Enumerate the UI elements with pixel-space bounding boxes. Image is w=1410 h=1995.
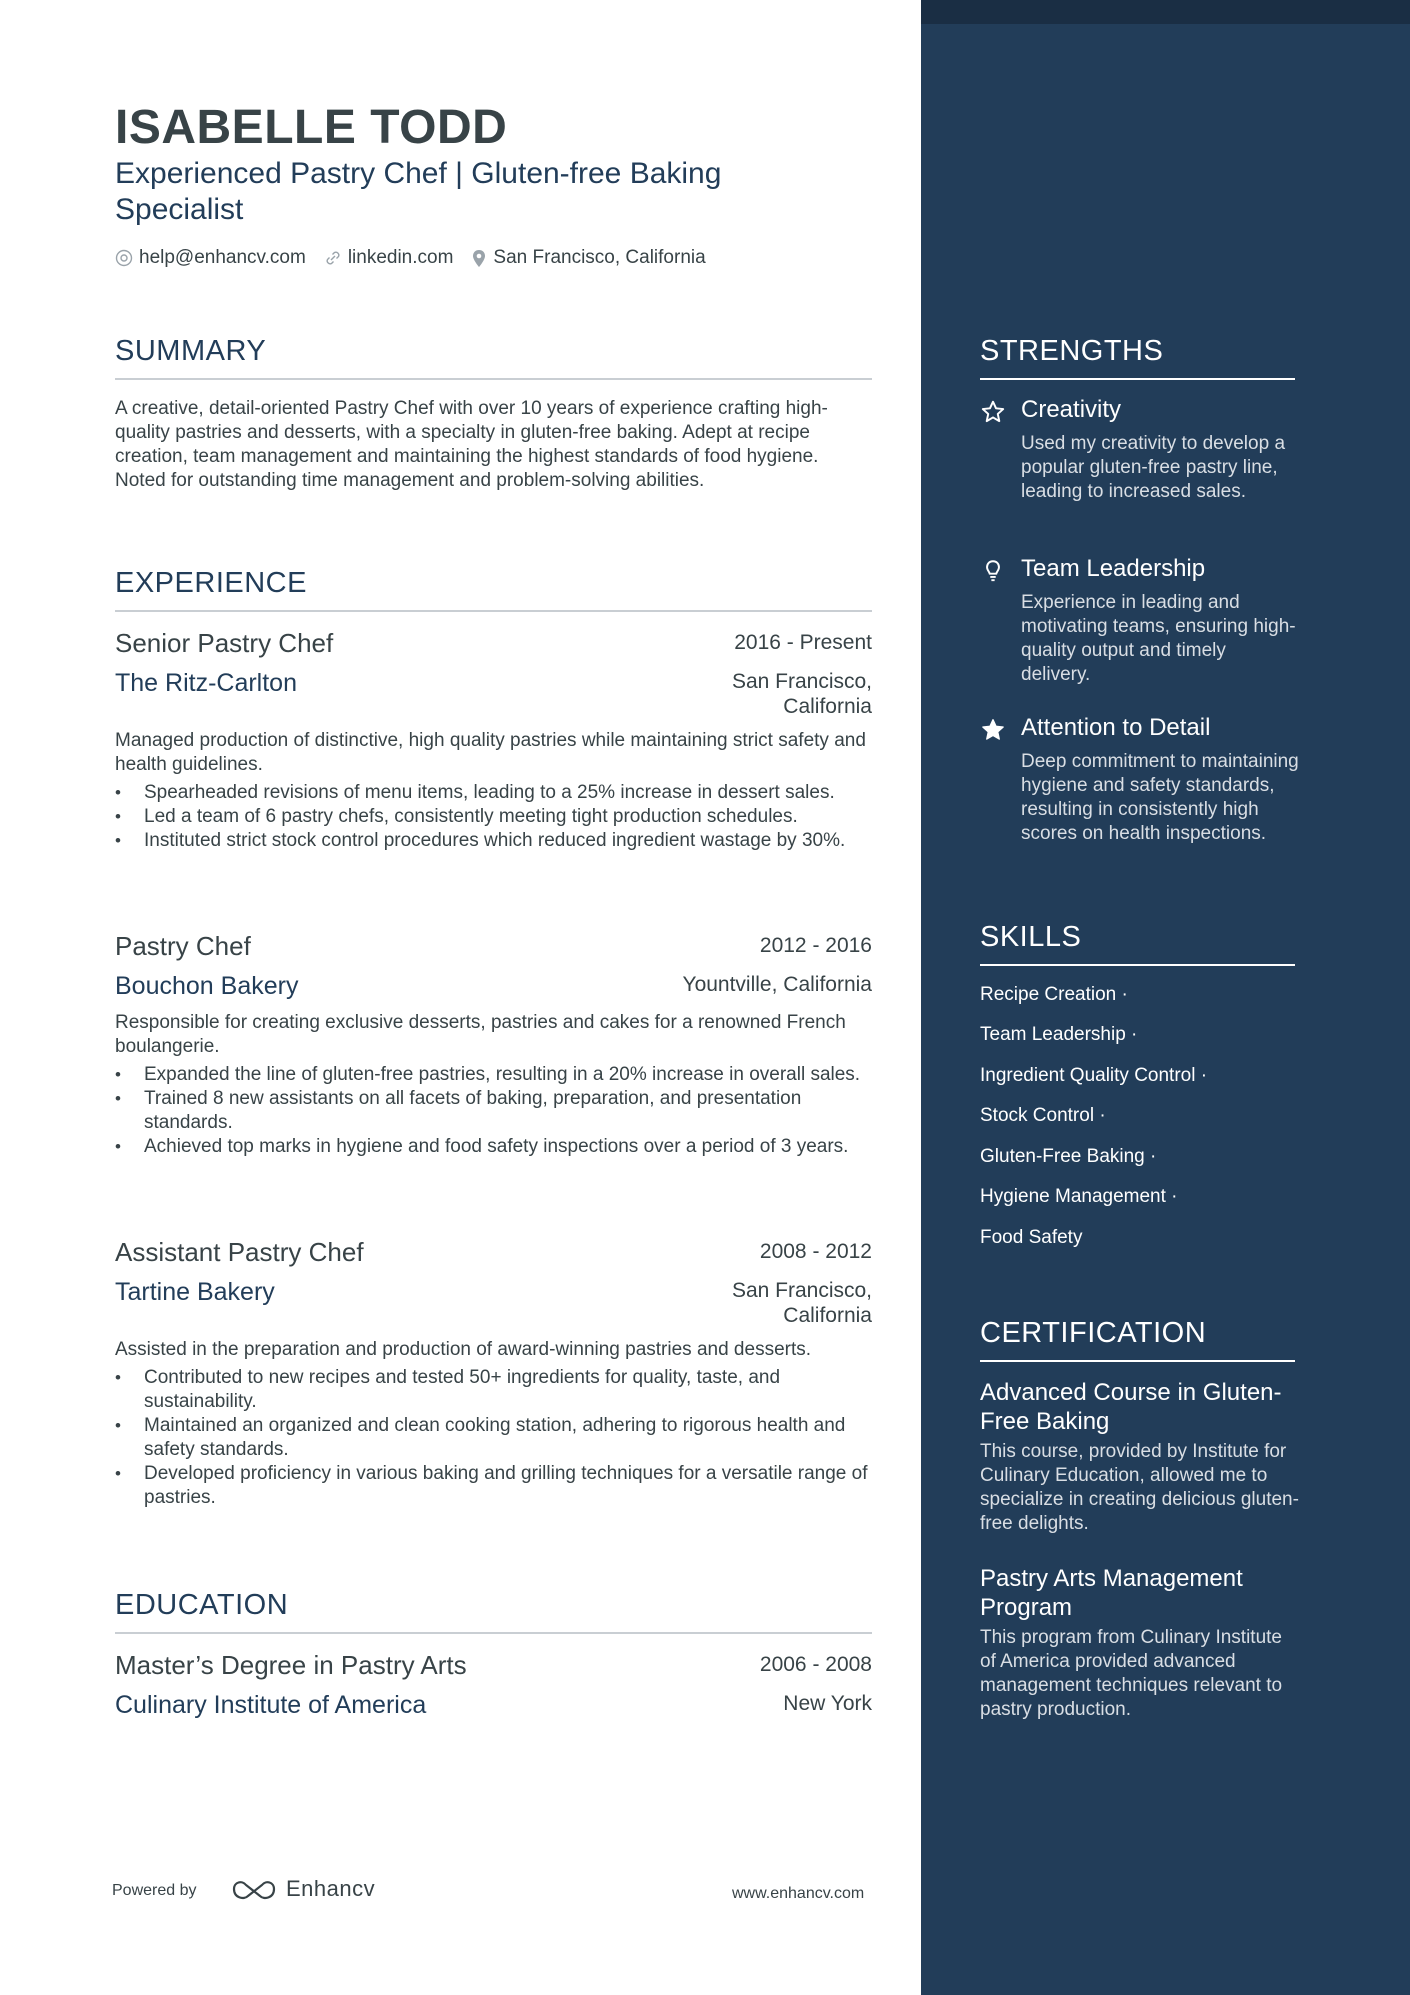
job-bullets xyxy=(115,781,872,853)
at-icon xyxy=(115,249,133,267)
star-filled-icon xyxy=(980,717,1006,743)
job-bullets xyxy=(115,1063,872,1159)
job-bullet: • Maintained an organized and clean cooking station, adhering to rigorous health and safety standards. xyxy=(115,1414,872,1462)
job-location xyxy=(682,972,872,997)
skill-item: Gluten-Free Baking · xyxy=(980,1146,1157,1167)
strengths-heading: STRENGTHS xyxy=(980,335,1295,380)
contact-location xyxy=(471,247,705,269)
email-text: help@enhancv.com xyxy=(139,247,306,268)
job-location-line1: San Francisco, xyxy=(731,670,872,693)
star-outline-icon xyxy=(980,399,1006,425)
education-entry xyxy=(115,1650,872,1720)
job-entry xyxy=(115,1237,872,1510)
strength-title: Attention to Detail xyxy=(1021,714,1211,741)
job-company: Bouchon Bakery xyxy=(115,972,299,1000)
strength-description: Used my creativity to develop a popular gluten-free pastry line, leading to increased sales. xyxy=(1021,433,1286,502)
summary-text: A creative, detail-oriented Pastry Chef with over 10 years of experience crafting high-quality pastries and desserts, with a specialty in gluten-free baking. Adept at recipe creation, team management and maintaining the highest standards of food hygiene. Noted for outstanding time management and problem-solving abilities. xyxy=(115,398,828,491)
job-location xyxy=(732,669,872,719)
candidate-title: Experienced Pastry Chef | Gluten-free Baking Specialist xyxy=(115,157,722,226)
job-company: The Ritz-Carlton xyxy=(115,669,297,697)
job-role: Pastry Chef xyxy=(115,931,251,961)
job-description: Managed production of distinctive, high quality pastries while maintaining strict safety and health guidelines. xyxy=(115,730,866,775)
strength-item xyxy=(980,714,1300,846)
job-bullet: • Developed proficiency in various baking and grilling techniques for a versatile range of pastries. xyxy=(115,1462,872,1510)
location-text: San Francisco, California xyxy=(493,247,706,268)
job-location-line2: California xyxy=(783,695,872,718)
sidebar-top-bar xyxy=(921,0,1410,24)
contact-linkedin[interactable] xyxy=(324,247,454,269)
skill-item: Hygiene Management · xyxy=(980,1186,1178,1207)
job-dates: 2012 - 2016 xyxy=(759,934,872,957)
link-icon xyxy=(324,249,342,267)
job-description: Responsible for creating exclusive desserts, pastries and cakes for a renowned French boulangerie. xyxy=(115,1012,846,1057)
footer-powered-by: Powered by xyxy=(112,1882,197,1899)
experience-heading: EXPERIENCE xyxy=(115,567,872,612)
job-entry xyxy=(115,628,872,853)
strength-title: Creativity xyxy=(1021,396,1122,423)
education-school: Culinary Institute of America xyxy=(115,1691,427,1719)
footer-brand-logo[interactable] xyxy=(230,1876,375,1902)
job-bullet: • Expanded the line of gluten-free pastries, resulting in a 20% increase in overall sales. xyxy=(115,1063,872,1087)
certification-title: Pastry Arts Management Program xyxy=(980,1565,1243,1621)
job-bullet: • Trained 8 new assistants on all facets of baking, preparation, and presentation standards. xyxy=(115,1087,872,1135)
education-dates: 2006 - 2008 xyxy=(759,1653,872,1676)
job-description: Assisted in the preparation and production of award-winning pastries and desserts. xyxy=(115,1339,812,1360)
contact-bar xyxy=(115,247,724,269)
skill-item: Team Leadership · xyxy=(980,1024,1138,1045)
job-location-line2: California xyxy=(783,1304,872,1327)
linkedin-text: linkedin.com xyxy=(347,247,454,268)
job-bullet: • Spearheaded revisions of menu items, leading to a 25% increase in dessert sales. xyxy=(115,781,872,805)
certification-heading: CERTIFICATION xyxy=(980,1317,1295,1362)
sidebar xyxy=(921,0,1410,1995)
footer-url[interactable]: www.enhancv.com xyxy=(732,1885,865,1902)
skill-item: Food Safety xyxy=(980,1227,1083,1248)
lightbulb-icon xyxy=(980,558,1006,584)
education-degree: Master’s Degree in Pastry Arts xyxy=(115,1650,467,1680)
candidate-name: ISABELLE TODD xyxy=(115,101,508,154)
strength-description: Deep commitment to maintaining hygiene and safety standards, resulting in consistently high scores on health inspections. xyxy=(1021,751,1299,844)
enhancv-logo-icon xyxy=(230,1876,278,1902)
certification-item xyxy=(980,1378,1300,1536)
job-entry xyxy=(115,931,872,1159)
job-role: Assistant Pastry Chef xyxy=(115,1237,364,1267)
certification-title: Advanced Course in Gluten-Free Baking xyxy=(980,1379,1282,1435)
skill-item: Ingredient Quality Control · xyxy=(980,1065,1208,1086)
job-bullet: • Instituted strict stock control procedures which reduced ingredient wastage by 30%. xyxy=(115,829,872,853)
certification-description: This course, provided by Institute for Culinary Education, allowed me to specialize in creating delicious gluten-free delights. xyxy=(980,1441,1299,1534)
strength-description: Experience in leading and motivating teams, ensuring high-quality output and timely delivery. xyxy=(1021,592,1296,685)
summary-heading: SUMMARY xyxy=(115,335,872,380)
skill-item: Recipe Creation · xyxy=(980,984,1128,1005)
job-dates: 2016 - Present xyxy=(734,631,872,654)
job-company: Tartine Bakery xyxy=(115,1278,275,1306)
strength-item xyxy=(980,555,1300,687)
education-heading: EDUCATION xyxy=(115,1589,872,1634)
job-role: Senior Pastry Chef xyxy=(115,628,334,658)
education-location: New York xyxy=(783,1692,872,1715)
skills-heading: SKILLS xyxy=(980,921,1295,966)
location-pin-icon xyxy=(471,249,487,268)
job-location-line1: Yountville, California xyxy=(682,973,872,996)
job-bullet: • Led a team of 6 pastry chefs, consistently meeting tight production schedules. xyxy=(115,805,872,829)
job-bullet: • Contributed to new recipes and tested 50+ ingredients for quality, taste, and sustainability. xyxy=(115,1366,872,1414)
job-bullets xyxy=(115,1366,872,1510)
job-location-line1: San Francisco, xyxy=(731,1279,872,1302)
strength-item xyxy=(980,396,1300,504)
certification-item xyxy=(980,1564,1300,1722)
certification-description: This program from Culinary Institute of America provided advanced management techniques relevant to pastry production. xyxy=(980,1627,1283,1720)
job-dates: 2008 - 2012 xyxy=(759,1240,872,1263)
footer-brand-text: Enhancv xyxy=(286,1876,376,1901)
job-bullet: • Achieved top marks in hygiene and food safety inspections over a period of 3 years. xyxy=(115,1135,872,1159)
strength-title: Team Leadership xyxy=(1021,555,1206,582)
job-location xyxy=(732,1278,872,1328)
skill-item: Stock Control · xyxy=(980,1105,1106,1126)
contact-email[interactable] xyxy=(115,247,306,269)
